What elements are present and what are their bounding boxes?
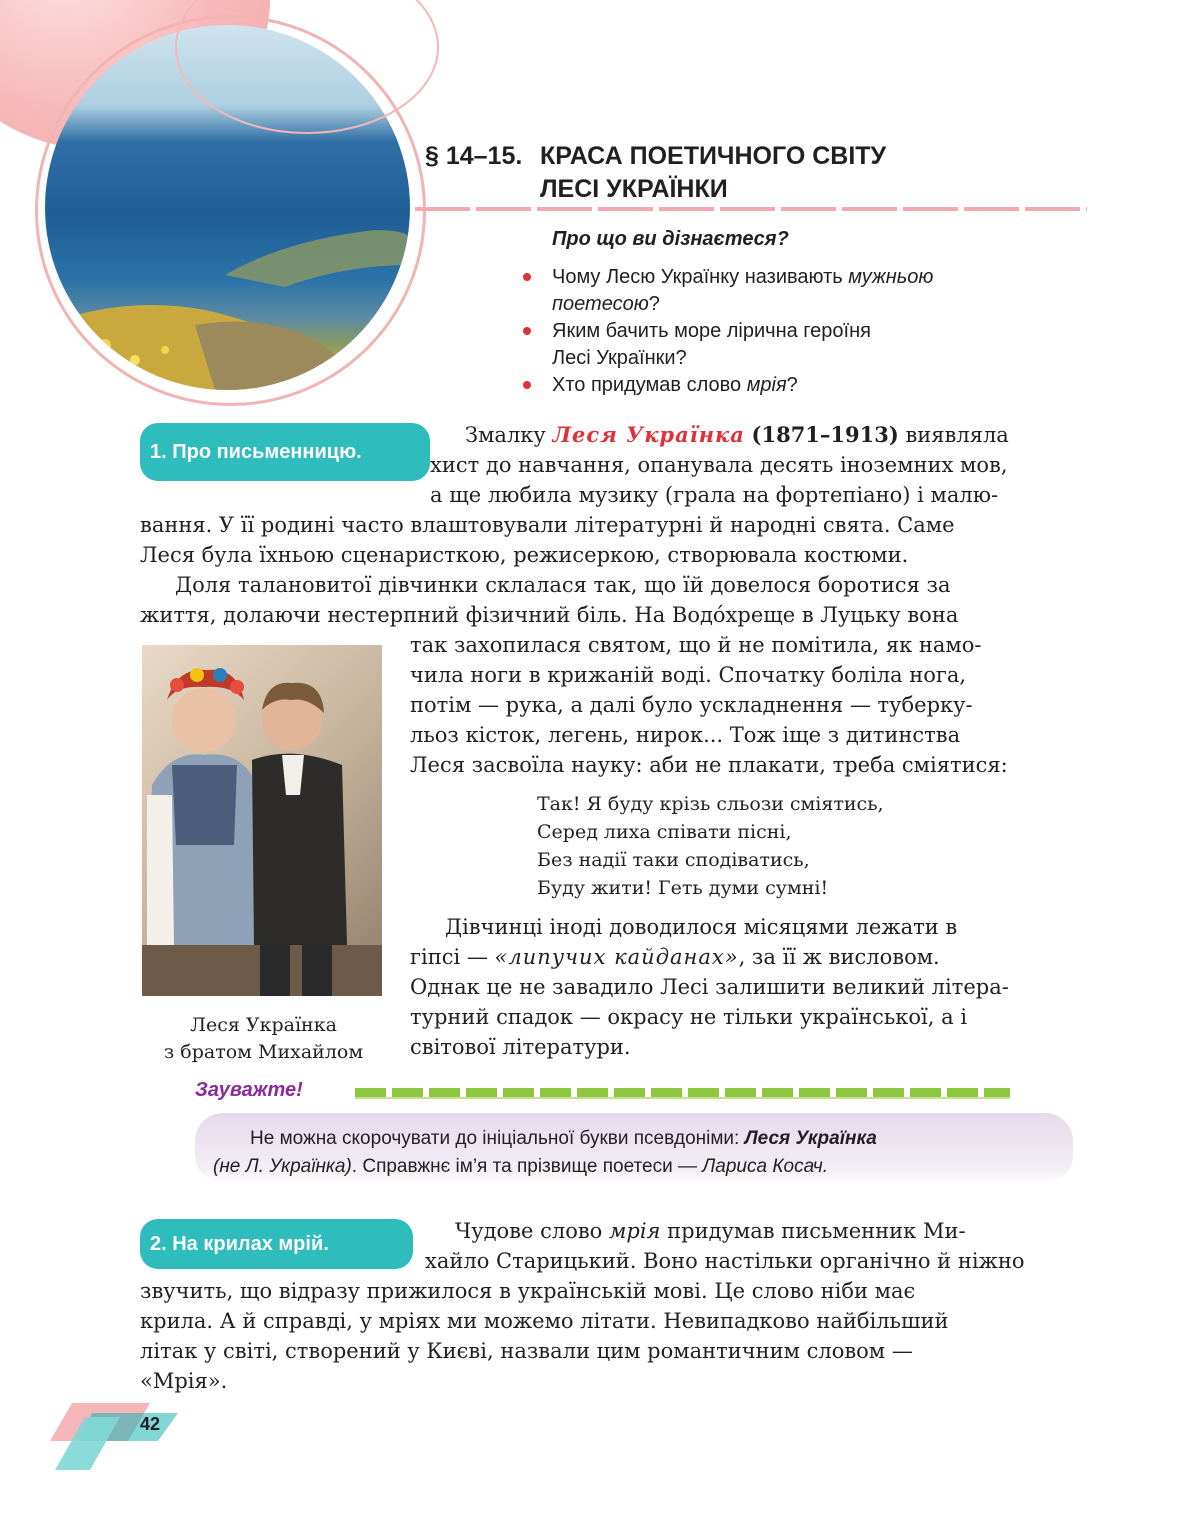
page-number: 42 bbox=[140, 1414, 161, 1434]
poem-excerpt bbox=[537, 790, 884, 902]
learn-title: Про що ви дізнаєтеся? bbox=[552, 228, 789, 250]
paragraph-line: а ще любила музику (грала на фортепіано) і малю- bbox=[430, 483, 999, 507]
paragraph-line: потім — рука, а далі було ускладнення — туберку- bbox=[410, 693, 973, 717]
heading-title-line1: КРАСА ПОЕТИЧНОГО СВІТУ bbox=[540, 142, 887, 170]
photo-illustration bbox=[142, 645, 382, 996]
paragraph-line: гіпсі — «липучих кайданах», за її ж висловом. bbox=[410, 945, 940, 969]
paragraph-line: Змалку Леся Українка (1871–1913) виявляла bbox=[465, 422, 1009, 447]
note-divider bbox=[355, 1088, 1010, 1099]
bullet-icon bbox=[523, 327, 531, 335]
note-title: Зауважте! bbox=[195, 1079, 303, 1101]
page-corner-decoration bbox=[50, 1395, 190, 1475]
paragraph-line: Дівчинці іноді доводилося місяцями лежати в bbox=[445, 915, 958, 939]
paragraph-line: літак у світі, створений у Києві, назвали цим романтичним словом — bbox=[140, 1339, 913, 1363]
poem-line: Без надії таки сподіватись, bbox=[537, 849, 810, 871]
writer-name: Леся Українка bbox=[552, 422, 745, 447]
poem-line: Буду жити! Геть думи сумні! bbox=[537, 877, 829, 899]
paragraph-line: хайло Старицький. Воно настільки органічно й ніжно bbox=[425, 1249, 1025, 1273]
photo-caption: Леся Українка з братом Михайлом bbox=[163, 1014, 364, 1063]
bullet-icon bbox=[523, 381, 531, 389]
paragraph-line: льоз кісток, легень, нирок... Тож іще з дитинства bbox=[410, 723, 961, 747]
poem-line: Серед лиха співати пісні, bbox=[537, 821, 792, 843]
paragraph-line: звучить, що відразу прижилося в українській мові. Це слово ніби має bbox=[140, 1279, 916, 1303]
paragraph-line: «Мрія». bbox=[140, 1369, 228, 1393]
learn-list bbox=[520, 264, 1040, 399]
paragraph-line: Леся засвоїла науку: аби не плакати, треба сміятися: bbox=[410, 753, 1008, 777]
paragraph-line: Чудове слово мрія придумав письменник Ми- bbox=[455, 1219, 966, 1243]
paragraph-line: Доля талановитої дівчинки склалася так, що їй довелося боротися за bbox=[175, 573, 951, 597]
poem-line: Так! Я буду крізь сльози сміятись, bbox=[537, 793, 884, 815]
paragraph-line: так захопилася святом, що й не помітила, як намо- bbox=[410, 633, 982, 657]
learn-item-continued: Лесі Українки? bbox=[552, 347, 687, 369]
section-label-wings-of-dreams: 2. На крилах мрій. bbox=[140, 1219, 413, 1269]
learn-item: Чому Лесю Українку називають мужньою bbox=[520, 264, 1040, 290]
bullet-icon bbox=[523, 273, 531, 281]
paragraph-line: життя, долаючи нестерпний фізичний біль. На Водóхреще в Луцьку вона bbox=[140, 603, 959, 627]
section-number: § 14–15. bbox=[425, 142, 523, 170]
paragraph-line: чила ноги в крижаній воді. Спочатку боліла нога, bbox=[410, 663, 967, 687]
photo-lesya-and-brother bbox=[142, 645, 382, 996]
section-label-about-writer: 1. Про письменницю. bbox=[140, 423, 430, 481]
heading-divider bbox=[415, 207, 1087, 211]
paragraph-line: крила. А й справді, у мріях ми можемо літати. Невипадково найбільший bbox=[140, 1309, 949, 1333]
paragraph-line: вання. У її родині часто влаштовували літературні й народні свята. Саме bbox=[140, 513, 955, 537]
paragraph-line: турний спадок — окрасу не тільки української, а і bbox=[410, 1005, 968, 1029]
learn-item: Яким бачить море лірична героїня bbox=[520, 318, 1040, 344]
paragraph-line: світової літератури. bbox=[410, 1035, 631, 1059]
heading-title-line2: ЛЕСІ УКРАЇНКИ bbox=[540, 175, 728, 203]
learn-item: Хто придумав слово мрія? bbox=[520, 372, 1040, 398]
note-text: Не можна скорочувати до ініціальної букви псевдоніми: Леся Українка (не Л. Українка). Справжнє ім’я та прізвище поетеси — Лариса Косач. bbox=[213, 1128, 877, 1177]
learn-item-continued: поетесою? bbox=[552, 293, 660, 315]
paragraph-line: Однак це не завадило Лесі залишити великий літера- bbox=[410, 975, 1009, 999]
paragraph-line: Леся була їхньою сценаристкою, режисеркою, створювала костюми. bbox=[140, 543, 909, 567]
paragraph-line: хист до навчання, опанувала десять іноземних мов, bbox=[430, 453, 1008, 477]
page-heading bbox=[425, 140, 985, 206]
